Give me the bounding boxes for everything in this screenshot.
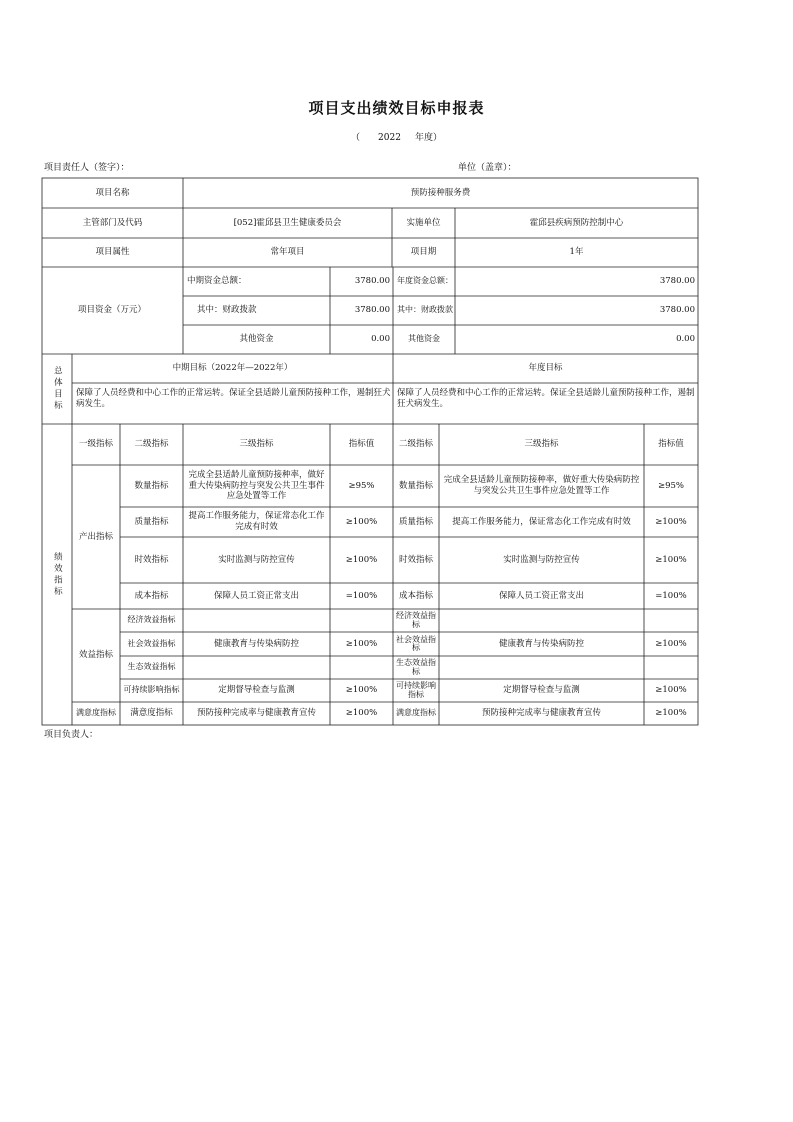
row8-l2: 满意度指标 (130, 708, 173, 719)
dept-label: 主管部门及代码 (82, 217, 143, 228)
project-name-label: 项目名称 (95, 187, 130, 198)
row1-l2: 质量指标 (134, 516, 169, 527)
row4-mid-val (330, 609, 393, 632)
dept-value: [052]霍邱县卫生健康委员会 (233, 217, 342, 228)
row6-yr (439, 656, 644, 679)
yr-total-label: 年度资金总额： (397, 276, 453, 286)
row2-mid: 实时监测与防控宣传 (218, 554, 295, 565)
mid-total-label: 中期资金总额： (187, 276, 247, 287)
year-goal-text: 保障了人员经费和中心工作的正常运转。保证全县适龄儿童预防接种工作，遏制狂犬病发生。 (397, 388, 695, 409)
row8-yr-val: ≥100% (655, 708, 687, 719)
row5-mid-val: ≥100% (345, 638, 378, 649)
goals-side-label: 总体目标 (52, 366, 63, 412)
yr-fiscal-value: 3780.00 (659, 305, 695, 316)
row5-yl2: 社会效益指标 (396, 634, 436, 652)
yr-fiscal-label: 其中：财政拨款 (397, 305, 453, 315)
row2-yl2: 时效指标 (398, 554, 433, 565)
mid-fiscal-value: 3780.00 (354, 305, 390, 316)
row6-mid-val (330, 656, 393, 679)
leader-label: 项目负责人： (44, 730, 99, 740)
group-benefit: 效益指标 (78, 650, 113, 661)
row6-yl2: 生态效益指标 (396, 658, 436, 676)
row8-mid-val: ≥100% (345, 708, 378, 719)
hdr-level3: 三级指标 (239, 439, 274, 450)
row1-mid-val: ≥100% (345, 516, 378, 527)
row1-yl2: 质量指标 (398, 516, 433, 527)
row4-yl2: 经济效益指标 (396, 611, 436, 629)
funds-label: 项目资金（万元） (77, 305, 146, 316)
row4-l2: 经济效益指标 (127, 615, 176, 625)
row4-yr-val (644, 609, 698, 632)
row8-yl2: 满意度指标 (396, 708, 436, 718)
row0-mid: 完成全县适龄儿童预防接种率，做好重大传染病防控与突发公共卫生事件应急处置等工作 (188, 470, 325, 502)
period-label: 项目期 (410, 247, 437, 258)
yr-other-label: 其他资金 (408, 334, 440, 344)
responsible-label: 项目责任人（签字）： (44, 163, 130, 173)
row7-yr-val: ≥100% (655, 685, 687, 696)
yr-other-value: 0.00 (676, 334, 695, 345)
attr-value: 常年项目 (270, 247, 305, 258)
row3-l2: 成本指标 (134, 590, 169, 601)
year-goal-header: 年度目标 (528, 363, 563, 374)
row3-yl2: 成本指标 (398, 590, 433, 601)
row7-yl2: 可持续影响指标 (396, 681, 436, 699)
hdr-yr-level3: 三级指标 (524, 439, 559, 450)
row7-l2: 可持续影响指标 (123, 685, 180, 695)
row5-yr-val: ≥100% (655, 638, 687, 649)
group-satisfaction: 满意度指标 (76, 708, 116, 718)
row6-l2: 生态效益指标 (127, 662, 176, 672)
row5-yr: 健康教育与传染病防控 (498, 638, 584, 649)
row0-yr-val: ≥95% (657, 480, 684, 491)
mid-other-label: 其他资金 (239, 334, 274, 345)
row2-mid-val: ≥100% (345, 554, 378, 565)
hdr-yr-level2: 二级指标 (398, 439, 433, 450)
row7-mid: 定期督导检查与监测 (218, 685, 295, 696)
row3-yr-val: =100% (655, 590, 687, 601)
period-value: 1年 (569, 247, 584, 258)
indicators-side-label: 绩效指标 (52, 551, 63, 598)
row0-yr: 完成全县适龄儿童预防接种率，做好重大传染病防控与突发公共卫生事件应急处置等工作 (443, 475, 640, 496)
mid-goal-header: 中期目标（2022年—2022年） (172, 363, 293, 374)
row8-yr: 预防接种完成率与健康教育宣传 (481, 708, 601, 719)
page-title: 项目支出绩效目标申报表 (308, 99, 485, 117)
row0-l2: 数量指标 (134, 480, 169, 491)
impl-label: 实施单位 (406, 217, 441, 228)
mid-fiscal-label: 其中：财政拨款 (197, 305, 257, 316)
row4-yr (439, 609, 644, 632)
row1-yr: 提高工作服务能力，保证常态化工作完成有时效 (452, 516, 631, 527)
mid-total-value: 3780.00 (354, 276, 390, 287)
row8-mid: 预防接种完成率与健康教育宣传 (196, 708, 316, 719)
year-value: 2022 (378, 133, 401, 143)
hdr-value: 指标值 (348, 439, 375, 450)
year-open: （ (351, 133, 361, 143)
row2-yr: 实时监测与防控宣传 (503, 554, 580, 565)
row0-mid-val: ≥95% (348, 480, 375, 491)
row1-mid: 提高工作服务能力，保证常态化工作完成有时效 (188, 511, 325, 532)
year-close: 年度） (414, 133, 442, 143)
row6-mid (183, 656, 330, 679)
row7-yr: 定期督导检查与监测 (503, 685, 580, 696)
row4-mid (183, 609, 330, 632)
hdr-level1: 一级指标 (78, 439, 113, 450)
row1-yr-val: ≥100% (655, 516, 687, 527)
row3-mid: 保障人员工资正常支出 (213, 590, 299, 601)
row3-mid-val: =100% (345, 590, 378, 601)
row7-mid-val: ≥100% (345, 685, 378, 696)
row3-yr: 保障人员工资正常支出 (498, 590, 584, 601)
unit-label: 单位（盖章）： (458, 163, 517, 173)
mid-goal-text: 保障了人员经费和中心工作的正常运转。保证全县适龄儿童预防接种工作，遏制狂犬病发生。 (76, 388, 391, 409)
project-name-value: 预防接种服务费 (410, 187, 471, 198)
impl-value: 霍邱县疾病预防控制中心 (529, 217, 624, 228)
row5-mid: 健康教育与传染病防控 (213, 638, 299, 649)
mid-other-value: 0.00 (371, 334, 390, 345)
yr-total-value: 3780.00 (659, 276, 695, 287)
attr-label: 项目属性 (95, 247, 130, 258)
row2-yr-val: ≥100% (655, 554, 687, 565)
hdr-level2: 二级指标 (134, 439, 169, 450)
row6-yr-val (644, 656, 698, 679)
hdr-yr-value: 指标值 (658, 439, 684, 450)
row0-yl2: 数量指标 (398, 480, 433, 491)
group-output: 产出指标 (78, 531, 113, 542)
row2-l2: 时效指标 (134, 554, 169, 565)
row5-l2: 社会效益指标 (127, 638, 176, 648)
